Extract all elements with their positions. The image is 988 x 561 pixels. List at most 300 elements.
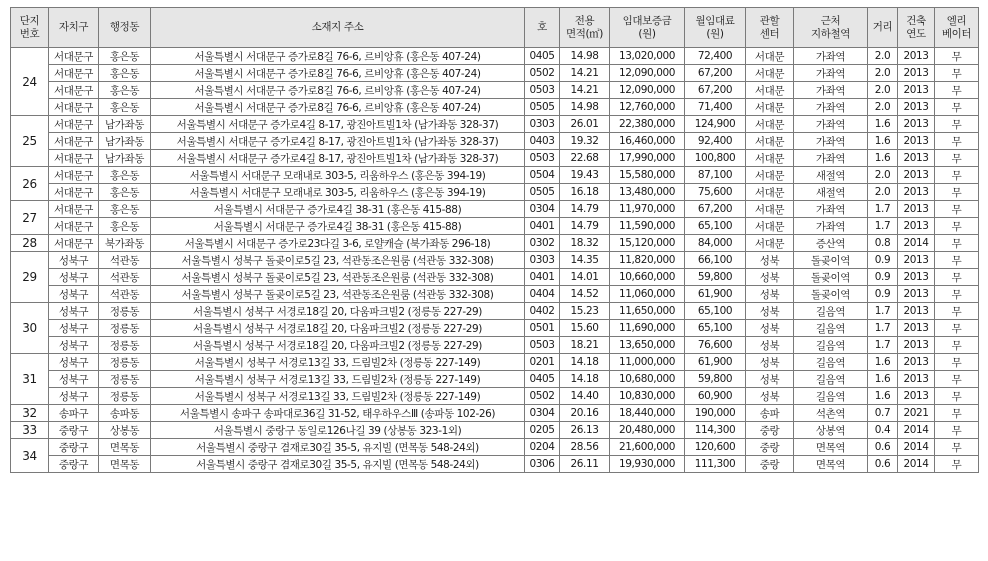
distance-cell: 0.6 bbox=[868, 439, 898, 456]
district-cell: 서대문구 bbox=[49, 218, 99, 235]
district-cell: 성북구 bbox=[49, 286, 99, 303]
address-cell: 서울특별시 서대문구 증가로4길 8-17, 광진아트빌1차 (남가좌동 328-37) bbox=[151, 133, 525, 150]
elevator-cell: 무 bbox=[935, 235, 979, 252]
distance-cell: 0.7 bbox=[868, 405, 898, 422]
address-cell: 서울특별시 서대문구 증가로8길 76-6, 르비앙휴 (홍은동 407-24) bbox=[151, 65, 525, 82]
table-row bbox=[11, 201, 979, 218]
distance-cell: 2.0 bbox=[868, 99, 898, 116]
unit-number-cell: 0503 bbox=[525, 150, 560, 167]
elevator-cell: 무 bbox=[935, 456, 979, 473]
subway-station-cell: 길음역 bbox=[794, 388, 868, 405]
address-cell: 서울특별시 서대문구 증가로4길 38-31 (홍은동 415-88) bbox=[151, 218, 525, 235]
distance-cell: 0.8 bbox=[868, 235, 898, 252]
unit-number-cell: 0502 bbox=[525, 388, 560, 405]
center-cell: 서대문 bbox=[746, 48, 794, 65]
build-year-cell: 2013 bbox=[898, 150, 935, 167]
monthly-rent-cell: 124,900 bbox=[685, 116, 746, 133]
monthly-rent-cell: 100,800 bbox=[685, 150, 746, 167]
table-row bbox=[11, 116, 979, 133]
dong-header: 행정동 bbox=[99, 8, 151, 48]
unit-number-cell: 0404 bbox=[525, 286, 560, 303]
deposit-cell: 20,480,000 bbox=[610, 422, 685, 439]
address-cell: 서울특별시 중랑구 동일로126나길 39 (상봉동 323-1외) bbox=[151, 422, 525, 439]
address-cell: 서울특별시 성북구 돌곶이로5길 23, 석관동조은원룸 (석관동 332-308) bbox=[151, 252, 525, 269]
dong-cell: 북가좌동 bbox=[99, 235, 151, 252]
address-cell: 서울특별시 성북구 서경로13길 33, 드림빌2차 (정릉동 227-149) bbox=[151, 388, 525, 405]
subway-station-cell: 새절역 bbox=[794, 184, 868, 201]
distance-cell: 2.0 bbox=[868, 184, 898, 201]
center-cell: 서대문 bbox=[746, 82, 794, 99]
elevator-cell: 무 bbox=[935, 99, 979, 116]
area-cell: 22.68 bbox=[560, 150, 610, 167]
table-row bbox=[11, 65, 979, 82]
district-cell: 성북구 bbox=[49, 354, 99, 371]
deposit-cell: 12,090,000 bbox=[610, 82, 685, 99]
subway-station-cell: 돌곶이역 bbox=[794, 252, 868, 269]
district-cell: 성북구 bbox=[49, 320, 99, 337]
table-row bbox=[11, 82, 979, 99]
monthly-rent-cell: 72,400 bbox=[685, 48, 746, 65]
monthly-rent-cell: 60,900 bbox=[685, 388, 746, 405]
subway-station-cell: 가좌역 bbox=[794, 201, 868, 218]
header-row bbox=[11, 8, 979, 48]
complex-number-cell: 28 bbox=[11, 235, 49, 252]
district-cell: 서대문구 bbox=[49, 235, 99, 252]
monthly-rent-header: 월임대료 (원) bbox=[685, 8, 746, 48]
monthly-rent-cell: 67,200 bbox=[685, 65, 746, 82]
district-cell: 성북구 bbox=[49, 388, 99, 405]
distance-cell: 1.6 bbox=[868, 116, 898, 133]
area-header: 전용 면적(㎡) bbox=[560, 8, 610, 48]
center-cell: 중랑 bbox=[746, 456, 794, 473]
subway-station-cell: 석촌역 bbox=[794, 405, 868, 422]
build-year-cell: 2013 bbox=[898, 99, 935, 116]
center-cell: 서대문 bbox=[746, 184, 794, 201]
subway-station-cell: 면목역 bbox=[794, 439, 868, 456]
table-body bbox=[11, 48, 979, 473]
build-year-cell: 2013 bbox=[898, 269, 935, 286]
area-cell: 14.40 bbox=[560, 388, 610, 405]
table-row bbox=[11, 337, 979, 354]
table-row bbox=[11, 388, 979, 405]
table-row bbox=[11, 320, 979, 337]
elevator-cell: 무 bbox=[935, 422, 979, 439]
deposit-cell: 11,060,000 bbox=[610, 286, 685, 303]
deposit-cell: 11,000,000 bbox=[610, 354, 685, 371]
subway-station-cell: 가좌역 bbox=[794, 218, 868, 235]
monthly-rent-cell: 75,600 bbox=[685, 184, 746, 201]
district-cell: 서대문구 bbox=[49, 201, 99, 218]
build-year-header: 건축 연도 bbox=[898, 8, 935, 48]
subway-station-cell: 길음역 bbox=[794, 337, 868, 354]
monthly-rent-cell: 87,100 bbox=[685, 167, 746, 184]
monthly-rent-cell: 92,400 bbox=[685, 133, 746, 150]
district-header: 자치구 bbox=[49, 8, 99, 48]
build-year-cell: 2013 bbox=[898, 48, 935, 65]
unit-number-cell: 0204 bbox=[525, 439, 560, 456]
area-cell: 18.32 bbox=[560, 235, 610, 252]
center-cell: 송파 bbox=[746, 405, 794, 422]
area-cell: 16.18 bbox=[560, 184, 610, 201]
complex-number-cell: 34 bbox=[11, 439, 49, 473]
elevator-cell: 무 bbox=[935, 371, 979, 388]
subway-station-cell: 돌곶이역 bbox=[794, 269, 868, 286]
deposit-cell: 16,460,000 bbox=[610, 133, 685, 150]
build-year-cell: 2014 bbox=[898, 422, 935, 439]
build-year-cell: 2013 bbox=[898, 371, 935, 388]
center-cell: 서대문 bbox=[746, 116, 794, 133]
dong-cell: 홍은동 bbox=[99, 65, 151, 82]
monthly-rent-cell: 65,100 bbox=[685, 303, 746, 320]
center-cell: 성북 bbox=[746, 388, 794, 405]
elevator-cell: 무 bbox=[935, 405, 979, 422]
table-row bbox=[11, 439, 979, 456]
district-cell: 서대문구 bbox=[49, 65, 99, 82]
monthly-rent-cell: 114,300 bbox=[685, 422, 746, 439]
table-row bbox=[11, 422, 979, 439]
elevator-cell: 무 bbox=[935, 303, 979, 320]
district-cell: 중랑구 bbox=[49, 422, 99, 439]
unit-number-cell: 0505 bbox=[525, 99, 560, 116]
center-cell: 성북 bbox=[746, 354, 794, 371]
district-cell: 송파구 bbox=[49, 405, 99, 422]
monthly-rent-cell: 65,100 bbox=[685, 218, 746, 235]
build-year-cell: 2021 bbox=[898, 405, 935, 422]
distance-cell: 0.9 bbox=[868, 252, 898, 269]
dong-cell: 정릉동 bbox=[99, 303, 151, 320]
address-cell: 서울특별시 서대문구 증가로8길 76-6, 르비앙휴 (홍은동 407-24) bbox=[151, 48, 525, 65]
district-cell: 성북구 bbox=[49, 252, 99, 269]
district-cell: 서대문구 bbox=[49, 133, 99, 150]
unit-number-cell: 0401 bbox=[525, 218, 560, 235]
complex-number-cell: 33 bbox=[11, 422, 49, 439]
dong-cell: 정릉동 bbox=[99, 388, 151, 405]
area-cell: 14.21 bbox=[560, 65, 610, 82]
elevator-cell: 무 bbox=[935, 354, 979, 371]
dong-cell: 석관동 bbox=[99, 269, 151, 286]
dong-cell: 홍은동 bbox=[99, 218, 151, 235]
elevator-cell: 무 bbox=[935, 82, 979, 99]
area-cell: 20.16 bbox=[560, 405, 610, 422]
distance-cell: 1.6 bbox=[868, 133, 898, 150]
address-cell: 서울특별시 서대문구 증가로8길 76-6, 르비앙휴 (홍은동 407-24) bbox=[151, 82, 525, 99]
address-cell: 서울특별시 서대문구 증가로8길 76-6, 르비앙휴 (홍은동 407-24) bbox=[151, 99, 525, 116]
monthly-rent-cell: 59,800 bbox=[685, 371, 746, 388]
table-row bbox=[11, 218, 979, 235]
deposit-cell: 12,760,000 bbox=[610, 99, 685, 116]
center-cell: 서대문 bbox=[746, 218, 794, 235]
elevator-cell: 무 bbox=[935, 388, 979, 405]
deposit-cell: 11,590,000 bbox=[610, 218, 685, 235]
subway-station-cell: 증산역 bbox=[794, 235, 868, 252]
unit-number-cell: 0402 bbox=[525, 303, 560, 320]
deposit-cell: 11,690,000 bbox=[610, 320, 685, 337]
table-row bbox=[11, 133, 979, 150]
area-cell: 19.32 bbox=[560, 133, 610, 150]
address-cell: 서울특별시 성북구 돌곶이로5길 23, 석관동조은원룸 (석관동 332-308) bbox=[151, 286, 525, 303]
subway-station-cell: 가좌역 bbox=[794, 82, 868, 99]
subway-station-cell: 가좌역 bbox=[794, 48, 868, 65]
distance-header: 거리 bbox=[868, 8, 898, 48]
unit-number-cell: 0405 bbox=[525, 371, 560, 388]
dong-cell: 홍은동 bbox=[99, 184, 151, 201]
subway-station-cell: 면목역 bbox=[794, 456, 868, 473]
table-row bbox=[11, 184, 979, 201]
area-cell: 26.01 bbox=[560, 116, 610, 133]
build-year-cell: 2014 bbox=[898, 439, 935, 456]
area-cell: 14.79 bbox=[560, 201, 610, 218]
district-cell: 서대문구 bbox=[49, 48, 99, 65]
deposit-cell: 11,970,000 bbox=[610, 201, 685, 218]
elevator-cell: 무 bbox=[935, 252, 979, 269]
subway-station-cell: 새절역 bbox=[794, 167, 868, 184]
table-row bbox=[11, 286, 979, 303]
subway-station-cell: 길음역 bbox=[794, 303, 868, 320]
center-cell: 성북 bbox=[746, 320, 794, 337]
center-cell: 서대문 bbox=[746, 150, 794, 167]
build-year-cell: 2013 bbox=[898, 133, 935, 150]
district-cell: 서대문구 bbox=[49, 184, 99, 201]
address-cell: 서울특별시 서대문구 증가로4길 8-17, 광진아트빌1차 (남가좌동 328-37) bbox=[151, 150, 525, 167]
complex-number-cell: 31 bbox=[11, 354, 49, 405]
deposit-cell: 10,660,000 bbox=[610, 269, 685, 286]
dong-cell: 홍은동 bbox=[99, 82, 151, 99]
subway-header: 근처 지하철역 bbox=[794, 8, 868, 48]
center-cell: 성북 bbox=[746, 269, 794, 286]
district-cell: 서대문구 bbox=[49, 150, 99, 167]
address-cell: 서울특별시 서대문구 증가로23다길 3-6, 로얄캐슬 (북가좌동 296-18) bbox=[151, 235, 525, 252]
dong-cell: 홍은동 bbox=[99, 99, 151, 116]
deposit-cell: 13,650,000 bbox=[610, 337, 685, 354]
subway-station-cell: 길음역 bbox=[794, 354, 868, 371]
build-year-cell: 2013 bbox=[898, 65, 935, 82]
district-cell: 서대문구 bbox=[49, 167, 99, 184]
center-cell: 서대문 bbox=[746, 167, 794, 184]
center-cell: 성북 bbox=[746, 286, 794, 303]
dong-cell: 홍은동 bbox=[99, 201, 151, 218]
deposit-cell: 13,020,000 bbox=[610, 48, 685, 65]
unit-number-cell: 0201 bbox=[525, 354, 560, 371]
center-cell: 서대문 bbox=[746, 133, 794, 150]
complex-number-cell: 26 bbox=[11, 167, 49, 201]
address-cell: 서울특별시 서대문구 증가로4길 8-17, 광진아트빌1차 (남가좌동 328-37) bbox=[151, 116, 525, 133]
distance-cell: 2.0 bbox=[868, 167, 898, 184]
center-cell: 성북 bbox=[746, 371, 794, 388]
deposit-cell: 15,580,000 bbox=[610, 167, 685, 184]
distance-cell: 0.9 bbox=[868, 269, 898, 286]
build-year-cell: 2013 bbox=[898, 82, 935, 99]
area-cell: 14.01 bbox=[560, 269, 610, 286]
complex-number-cell: 27 bbox=[11, 201, 49, 235]
unit-number-cell: 0401 bbox=[525, 269, 560, 286]
unit-number-cell: 0303 bbox=[525, 252, 560, 269]
dong-cell: 면목동 bbox=[99, 456, 151, 473]
table-row bbox=[11, 371, 979, 388]
center-cell: 성북 bbox=[746, 252, 794, 269]
dong-cell: 홍은동 bbox=[99, 167, 151, 184]
address-cell: 서울특별시 중랑구 겸재로30길 35-5, 유지빌 (면목동 548-24외) bbox=[151, 439, 525, 456]
subway-station-cell: 상봉역 bbox=[794, 422, 868, 439]
build-year-cell: 2013 bbox=[898, 286, 935, 303]
monthly-rent-cell: 84,000 bbox=[685, 235, 746, 252]
dong-cell: 남가좌동 bbox=[99, 133, 151, 150]
unit-number-cell: 0405 bbox=[525, 48, 560, 65]
table-container bbox=[10, 7, 979, 473]
unit-number-cell: 0303 bbox=[525, 116, 560, 133]
deposit-cell: 15,120,000 bbox=[610, 235, 685, 252]
elevator-cell: 무 bbox=[935, 337, 979, 354]
table-row bbox=[11, 456, 979, 473]
distance-cell: 0.9 bbox=[868, 286, 898, 303]
address-cell: 서울특별시 송파구 송파대로36길 31-52, 태우하우스Ⅲ (송파동 102-26) bbox=[151, 405, 525, 422]
area-cell: 14.18 bbox=[560, 371, 610, 388]
unit-number-cell: 0503 bbox=[525, 82, 560, 99]
deposit-cell: 13,480,000 bbox=[610, 184, 685, 201]
unit-number-cell: 0304 bbox=[525, 405, 560, 422]
distance-cell: 2.0 bbox=[868, 65, 898, 82]
center-cell: 서대문 bbox=[746, 235, 794, 252]
complex-number-cell: 24 bbox=[11, 48, 49, 116]
subway-station-cell: 돌곶이역 bbox=[794, 286, 868, 303]
unit-number-cell: 0502 bbox=[525, 65, 560, 82]
deposit-cell: 21,600,000 bbox=[610, 439, 685, 456]
address-cell: 서울특별시 성북구 서경로13길 33, 드림빌2차 (정릉동 227-149) bbox=[151, 354, 525, 371]
dong-cell: 석관동 bbox=[99, 252, 151, 269]
table-row bbox=[11, 303, 979, 320]
complex-number-cell: 29 bbox=[11, 252, 49, 303]
complex-number-cell: 25 bbox=[11, 116, 49, 167]
build-year-cell: 2013 bbox=[898, 337, 935, 354]
build-year-cell: 2013 bbox=[898, 320, 935, 337]
distance-cell: 2.0 bbox=[868, 48, 898, 65]
elevator-cell: 무 bbox=[935, 48, 979, 65]
district-cell: 성북구 bbox=[49, 337, 99, 354]
deposit-cell: 19,930,000 bbox=[610, 456, 685, 473]
distance-cell: 0.4 bbox=[868, 422, 898, 439]
deposit-cell: 17,990,000 bbox=[610, 150, 685, 167]
build-year-cell: 2014 bbox=[898, 235, 935, 252]
subway-station-cell: 길음역 bbox=[794, 320, 868, 337]
elevator-cell: 무 bbox=[935, 65, 979, 82]
center-cell: 중랑 bbox=[746, 422, 794, 439]
distance-cell: 1.6 bbox=[868, 150, 898, 167]
monthly-rent-cell: 111,300 bbox=[685, 456, 746, 473]
elevator-cell: 무 bbox=[935, 218, 979, 235]
unit-number-cell: 0504 bbox=[525, 167, 560, 184]
area-cell: 15.60 bbox=[560, 320, 610, 337]
dong-cell: 정릉동 bbox=[99, 354, 151, 371]
center-cell: 중랑 bbox=[746, 439, 794, 456]
center-header: 관할 센터 bbox=[746, 8, 794, 48]
address-cell: 서울특별시 서대문구 모래내로 303-5, 리움하우스 (홍은동 394-19) bbox=[151, 167, 525, 184]
area-cell: 15.23 bbox=[560, 303, 610, 320]
monthly-rent-cell: 71,400 bbox=[685, 99, 746, 116]
distance-cell: 1.7 bbox=[868, 337, 898, 354]
dong-cell: 홍은동 bbox=[99, 48, 151, 65]
table-row bbox=[11, 235, 979, 252]
address-cell: 서울특별시 성북구 서경로18길 20, 다움파크빌2 (정릉동 227-29) bbox=[151, 337, 525, 354]
address-cell: 서울특별시 중랑구 겸재로30길 35-5, 유지빌 (면목동 548-24외) bbox=[151, 456, 525, 473]
area-cell: 19.43 bbox=[560, 167, 610, 184]
table-row bbox=[11, 150, 979, 167]
monthly-rent-cell: 61,900 bbox=[685, 354, 746, 371]
area-cell: 26.13 bbox=[560, 422, 610, 439]
deposit-header: 임대보증금 (원) bbox=[610, 8, 685, 48]
address-cell: 서울특별시 성북구 서경로13길 33, 드림빌2차 (정릉동 227-149) bbox=[151, 371, 525, 388]
monthly-rent-cell: 66,100 bbox=[685, 252, 746, 269]
center-cell: 성북 bbox=[746, 337, 794, 354]
unit-number-cell: 0501 bbox=[525, 320, 560, 337]
deposit-cell: 12,090,000 bbox=[610, 65, 685, 82]
area-cell: 14.35 bbox=[560, 252, 610, 269]
elevator-header: 엘리 베이터 bbox=[935, 8, 979, 48]
district-cell: 중랑구 bbox=[49, 456, 99, 473]
build-year-cell: 2013 bbox=[898, 167, 935, 184]
dong-cell: 상봉동 bbox=[99, 422, 151, 439]
area-cell: 18.21 bbox=[560, 337, 610, 354]
dong-cell: 송파동 bbox=[99, 405, 151, 422]
distance-cell: 1.7 bbox=[868, 303, 898, 320]
district-cell: 서대문구 bbox=[49, 82, 99, 99]
table-row bbox=[11, 252, 979, 269]
unit-number-cell: 0302 bbox=[525, 235, 560, 252]
elevator-cell: 무 bbox=[935, 201, 979, 218]
distance-cell: 1.6 bbox=[868, 371, 898, 388]
dong-cell: 석관동 bbox=[99, 286, 151, 303]
table-row bbox=[11, 99, 979, 116]
deposit-cell: 10,680,000 bbox=[610, 371, 685, 388]
dong-cell: 정릉동 bbox=[99, 337, 151, 354]
area-cell: 14.18 bbox=[560, 354, 610, 371]
elevator-cell: 무 bbox=[935, 167, 979, 184]
table-row bbox=[11, 167, 979, 184]
distance-cell: 1.7 bbox=[868, 201, 898, 218]
monthly-rent-cell: 65,100 bbox=[685, 320, 746, 337]
elevator-cell: 무 bbox=[935, 320, 979, 337]
subway-station-cell: 가좌역 bbox=[794, 65, 868, 82]
deposit-cell: 11,820,000 bbox=[610, 252, 685, 269]
build-year-cell: 2014 bbox=[898, 456, 935, 473]
area-cell: 14.98 bbox=[560, 48, 610, 65]
table-row bbox=[11, 354, 979, 371]
complex-number-header: 단지 번호 bbox=[11, 8, 49, 48]
dong-cell: 남가좌동 bbox=[99, 150, 151, 167]
dong-cell: 정릉동 bbox=[99, 371, 151, 388]
build-year-cell: 2013 bbox=[898, 184, 935, 201]
area-cell: 14.21 bbox=[560, 82, 610, 99]
unit-number-cell: 0503 bbox=[525, 337, 560, 354]
center-cell: 서대문 bbox=[746, 201, 794, 218]
distance-cell: 1.7 bbox=[868, 218, 898, 235]
build-year-cell: 2013 bbox=[898, 201, 935, 218]
build-year-cell: 2013 bbox=[898, 303, 935, 320]
table-row bbox=[11, 405, 979, 422]
dong-cell: 정릉동 bbox=[99, 320, 151, 337]
subway-station-cell: 가좌역 bbox=[794, 133, 868, 150]
distance-cell: 1.7 bbox=[868, 320, 898, 337]
area-cell: 26.11 bbox=[560, 456, 610, 473]
unit-number-cell: 0505 bbox=[525, 184, 560, 201]
elevator-cell: 무 bbox=[935, 150, 979, 167]
center-cell: 서대문 bbox=[746, 65, 794, 82]
elevator-cell: 무 bbox=[935, 116, 979, 133]
distance-cell: 1.6 bbox=[868, 354, 898, 371]
address-cell: 서울특별시 서대문구 증가로4길 38-31 (홍은동 415-88) bbox=[151, 201, 525, 218]
monthly-rent-cell: 59,800 bbox=[685, 269, 746, 286]
district-cell: 서대문구 bbox=[49, 116, 99, 133]
monthly-rent-cell: 67,200 bbox=[685, 201, 746, 218]
dong-cell: 면목동 bbox=[99, 439, 151, 456]
